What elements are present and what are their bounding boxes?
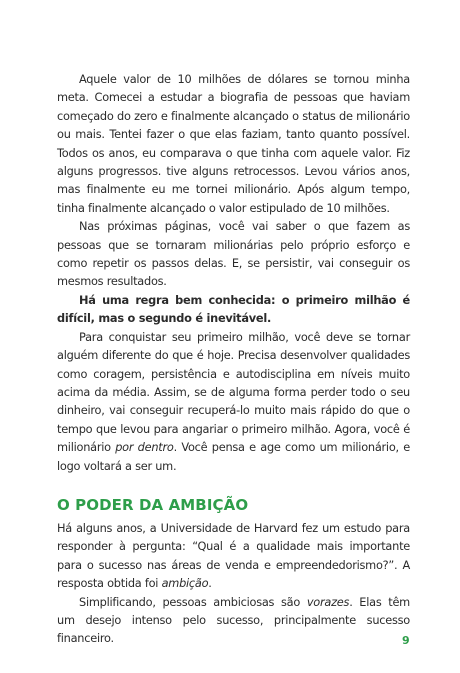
first-million-text-a: Para conquistar seu primeiro milhão, você deve se tornar alguém diferente do que é hoje. Precisa desenvolver qualidades como coragem, persistência e autodisciplina em níveis muito acima da média. Assim, se de alguma forma perder todo o seu dinheiro, vai conseguir recuperá-lo muito mais rápido do que o tempo que levou para angariar o primeiro milhão. Agora, você é milionário — [57, 329, 410, 455]
first-million-text-b: . Você pensa e age como um milionário, e logo voltará a ser um. — [57, 440, 410, 473]
ambitious-text-a: Simplificando, pessoas ambiciosas são — [79, 594, 307, 609]
paragraph-rule — [57, 291, 410, 328]
rule-text: Há uma regra bem conhecida: o primeiro milhão é difícil, mas o segundo é inevitável. — [57, 292, 410, 326]
paragraph-ambitious — [57, 593, 410, 648]
paragraph-next-pages: Nas próximas páginas, você vai saber o que fazem as pessoas que se tornaram milionárias pelo próprio esforço e como repetir os passos delas. E, se persistir, vai conseguir os mesmos resultados. — [57, 219, 410, 289]
page-number: 9 — [402, 634, 410, 647]
first-million-emphasis: por dentro — [115, 440, 174, 455]
ambitious-emphasis: vorazes — [306, 594, 350, 609]
harvard-emphasis: ambição — [161, 576, 209, 591]
body-text — [57, 70, 410, 648]
harvard-text-a: Há alguns anos, a Universidade de Harvard fez um estudo para responder à pergunta: “Qual é a qualidade mais importante para o sucesso nas áreas de venda e empreendedorismo?”. A resposta obtida foi — [57, 520, 410, 591]
ambitious-text-b: . Elas têm um desejo intenso pelo sucesso, principalmente sucesso financeiro. — [57, 594, 410, 646]
harvard-text-b: . — [208, 576, 212, 591]
section-heading: O PODER DA AMBIÇÃO — [57, 495, 249, 514]
paragraph-goal: Aquele valor de 10 milhões de dólares se tornou minha meta. Comecei a estudar a biografia de pessoas que haviam começado do zero e finalmente alcançado o status de milionário ou mais. Tentei fazer o que elas faziam, tanto quanto possível. Todos os anos, eu comparava o que tinha com aquele valor. Fiz alguns progressos. tive alguns retrocessos. Levou vários anos, mas finalmente eu me tornei milionário. Após algum tempo, tinha finalmente alcançado o valor estipulado de 10 milhões. — [57, 72, 410, 215]
paragraph-harvard — [57, 519, 410, 593]
paragraph-first-million — [57, 328, 410, 475]
